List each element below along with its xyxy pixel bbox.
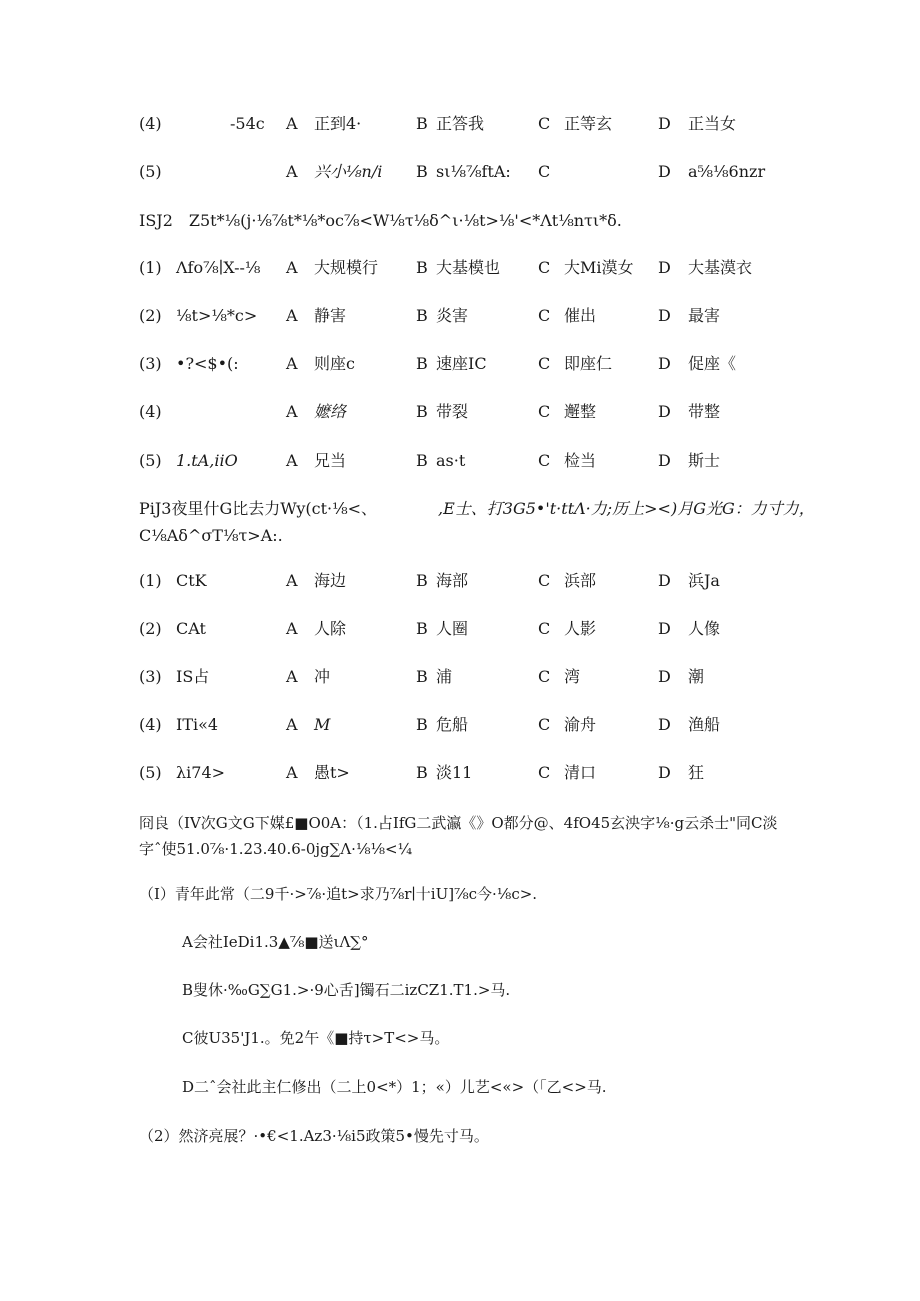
option-b: 海部: [436, 571, 469, 590]
option-letter-b: B: [416, 354, 428, 373]
option-letter-a: A: [286, 306, 298, 325]
option-letter-d: D: [658, 451, 671, 470]
question-row: [0, 569, 920, 593]
option-c: 浜部: [564, 571, 597, 590]
question-text: ITi«4: [176, 715, 219, 734]
question-number: (4): [139, 402, 162, 421]
option-letter-a: A: [286, 763, 298, 782]
question-text: λi74>: [176, 763, 226, 782]
subquestion-1-option-c: C彼U35'J1.。免2午《■持τ>T<>马。: [182, 1029, 450, 1047]
question-row: [0, 304, 920, 328]
option-letter-c: C: [538, 402, 551, 421]
section-2-heading: ISJ2 Z5t*⅛(j·⅛⅞t*⅛*oc⅞<W⅛τ⅛δ^ι·⅛t>⅛'<*Λt⅛nτι*δ.: [139, 211, 622, 230]
option-a: 人除: [314, 619, 347, 638]
option-letter-d: D: [658, 667, 671, 686]
option-a: 兄当: [314, 451, 347, 470]
option-d: 浜Ja: [688, 571, 720, 590]
option-b: 危船: [436, 715, 469, 734]
option-c: 人影: [564, 619, 597, 638]
option-letter-c: C: [538, 162, 551, 181]
question-row: [0, 256, 920, 280]
section-4-heading-line1: 冏良（IV次G文G下媒£■O0A：（1.占IfG二武瀛《》O都分@、4fO45玄泱字⅛·g云杀士"同C淡: [139, 814, 778, 832]
option-letter-c: C: [538, 667, 551, 686]
option-a: 冲: [314, 667, 331, 686]
option-letter-d: D: [658, 354, 671, 373]
option-d: 渔船: [688, 715, 721, 734]
question-number: (4): [139, 114, 162, 133]
question-number: (5): [139, 451, 162, 470]
option-letter-d: D: [658, 763, 671, 782]
option-d: 正当女: [688, 114, 737, 133]
option-letter-b: B: [416, 451, 428, 470]
option-letter-b: B: [416, 402, 428, 421]
option-letter-b: B: [416, 571, 428, 590]
question-text: CtK: [176, 571, 207, 590]
option-letter-a: A: [286, 451, 298, 470]
option-a: M: [314, 715, 331, 734]
option-a: 嬷络: [314, 402, 347, 421]
question-row: [0, 112, 920, 136]
option-letter-c: C: [538, 114, 551, 133]
option-d: 大基漠衣: [688, 258, 753, 277]
option-d: 最害: [688, 306, 721, 325]
question-row: [0, 617, 920, 641]
option-letter-c: C: [538, 258, 551, 277]
question-number: (1): [139, 571, 162, 590]
option-letter-a: A: [286, 571, 298, 590]
option-a: 大规模行: [314, 258, 379, 277]
question-number: (4): [139, 715, 162, 734]
option-letter-c: C: [538, 354, 551, 373]
question-row: [0, 665, 920, 689]
option-c: 大Mi漠女: [564, 258, 634, 277]
option-letter-c: C: [538, 619, 551, 638]
option-letter-c: C: [538, 715, 551, 734]
option-letter-a: A: [286, 402, 298, 421]
option-b: 速座IC: [436, 354, 487, 373]
option-letter-b: B: [416, 114, 428, 133]
option-letter-b: B: [416, 715, 428, 734]
question-number: (5): [139, 763, 162, 782]
option-a: 静害: [314, 306, 347, 325]
option-c: 邂整: [564, 402, 597, 421]
option-c: 湾: [564, 667, 581, 686]
option-letter-c: C: [538, 763, 551, 782]
option-letter-a: A: [286, 258, 298, 277]
question-row: [0, 400, 920, 424]
option-letter-d: D: [658, 114, 671, 133]
option-letter-d: D: [658, 306, 671, 325]
question-text: •?<$•(:: [176, 354, 239, 373]
option-letter-b: B: [416, 667, 428, 686]
option-letter-a: A: [286, 114, 298, 133]
question-number: (3): [139, 354, 162, 373]
option-d: 潮: [688, 667, 705, 686]
option-a: 兴小⅛n∕i: [314, 162, 383, 181]
option-letter-b: B: [416, 258, 428, 277]
option-letter-b: B: [416, 306, 428, 325]
subquestion-1-option-d: D二ˆ会社此主仁修出（二上0<*）1；«）儿艺<«>（「乙<>马.: [182, 1078, 607, 1096]
option-letter-c: C: [538, 306, 551, 325]
question-number: (2): [139, 306, 162, 325]
question-row: [0, 160, 920, 184]
question-text: CAt: [176, 619, 206, 638]
option-d: 促座《: [688, 354, 737, 373]
option-letter-a: A: [286, 667, 298, 686]
option-a: 则座c: [314, 354, 355, 373]
option-letter-a: A: [286, 354, 298, 373]
subquestion-1-option-b: B叟休·‰G∑G1.>·9心舌]镯石二izCZ1.T1.>马.: [182, 981, 511, 999]
option-b: 淡11: [436, 763, 473, 782]
question-text: -54c: [230, 114, 265, 133]
option-c: 即座仁: [564, 354, 613, 373]
question-text: ⅛t>⅛*c>: [176, 306, 258, 325]
subquestion-1-option-a: A会社IeDi1.3▲⅞■送ιΛ∑°: [182, 933, 369, 951]
section-3-heading-left: PiJ3夜里什G比去力Wy(ct·⅛<、: [139, 499, 378, 518]
option-a: 正到4·: [314, 114, 362, 133]
section-3-heading-right: ,E士、打3G5•'t·ttΛ·力;历上><)月G光G：力寸力，: [438, 499, 815, 518]
option-b: 正答我: [436, 114, 485, 133]
section-4-heading-line2: 字ˆ使51.0⅞·1.23.40.6-0jg∑Λ·⅛⅛<¼: [139, 840, 413, 858]
option-letter-b: B: [416, 619, 428, 638]
option-letter-d: D: [658, 402, 671, 421]
option-letter-a: A: [286, 619, 298, 638]
option-c: 催出: [564, 306, 597, 325]
option-c: 渝舟: [564, 715, 597, 734]
question-row: [0, 449, 920, 473]
option-letter-b: B: [416, 162, 428, 181]
option-letter-c: C: [538, 451, 551, 470]
question-row: [0, 713, 920, 737]
option-b: sι⅛⅞ftA:: [436, 162, 511, 181]
option-d: a⅝⅛6nzr: [688, 162, 766, 181]
option-letter-d: D: [658, 715, 671, 734]
option-d: 狂: [688, 763, 705, 782]
option-b: 浦: [436, 667, 453, 686]
question-text: 1.tA,iiO: [176, 451, 238, 470]
option-b: 人圈: [436, 619, 469, 638]
option-letter-c: C: [538, 571, 551, 590]
question-text: IS占: [176, 667, 210, 686]
option-c: 清口: [564, 763, 597, 782]
question-number: (1): [139, 258, 162, 277]
option-letter-a: A: [286, 715, 298, 734]
subquestion-1: （I）青年此常（二9千·>⅞·追t>求乃⅞r∣十iU]⅞c今·⅛c>.: [139, 885, 538, 903]
option-d: 人像: [688, 619, 721, 638]
question-row: [0, 352, 920, 376]
question-row: [0, 761, 920, 785]
option-a: 愚t>: [314, 763, 350, 782]
option-c: 正等玄: [564, 114, 613, 133]
option-b: as·t: [436, 451, 466, 470]
option-d: 带整: [688, 402, 721, 421]
section-3-heading-line2: C⅛Aδ^σT⅛τ>A:.: [139, 526, 283, 545]
option-d: 斯士: [688, 451, 721, 470]
option-letter-a: A: [286, 162, 298, 181]
option-b: 大基模也: [436, 258, 501, 277]
option-b: 带裂: [436, 402, 469, 421]
option-a: 海边: [314, 571, 347, 590]
option-letter-b: B: [416, 763, 428, 782]
question-number: (5): [139, 162, 162, 181]
option-c: 检当: [564, 451, 597, 470]
option-b: 炎害: [436, 306, 469, 325]
option-letter-d: D: [658, 619, 671, 638]
subquestion-2: （2）然济亮展？·•€<1.Az3·⅛i5政策5•慢先寸马。: [139, 1127, 489, 1145]
option-letter-d: D: [658, 162, 671, 181]
option-letter-d: D: [658, 258, 671, 277]
question-number: (3): [139, 667, 162, 686]
question-number: (2): [139, 619, 162, 638]
option-letter-d: D: [658, 571, 671, 590]
question-text: Λfo⅞∣X--⅛: [176, 258, 261, 277]
